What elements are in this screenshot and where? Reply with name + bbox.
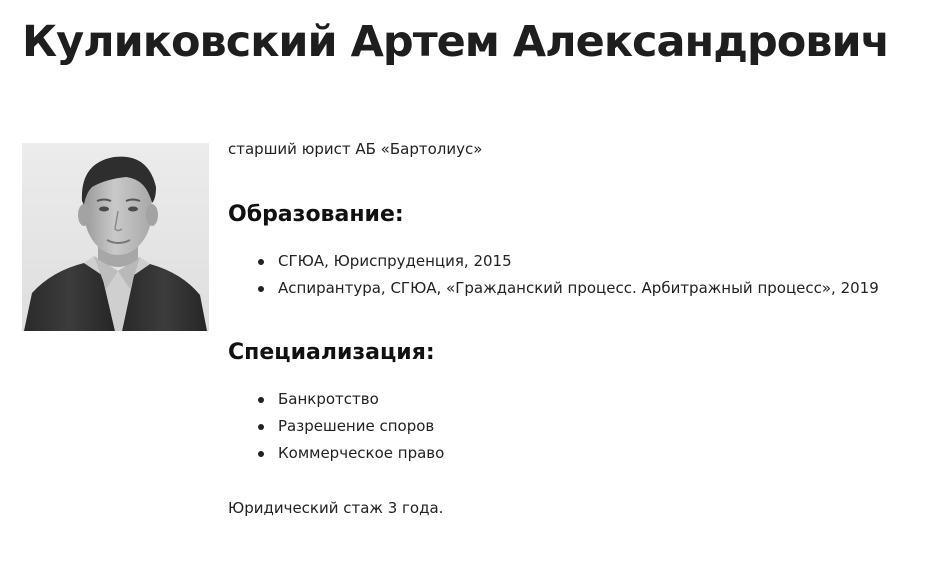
profile-photo xyxy=(22,143,209,331)
education-item: СГЮА, Юриспруденция, 2015 xyxy=(278,248,938,275)
portrait-image xyxy=(22,143,209,331)
specialization-item: Коммерческое право xyxy=(278,440,938,467)
education-list xyxy=(228,248,938,302)
position-text: старший юрист АБ «Бартолиус» xyxy=(228,140,483,158)
specialization-item: Разрешение споров xyxy=(278,413,938,440)
education-heading: Образование: xyxy=(228,202,404,227)
page-title: Куликовский Артем Александрович xyxy=(22,17,890,67)
specialization-item: Банкротство xyxy=(278,386,938,413)
specialization-heading: Специализация: xyxy=(228,340,435,365)
specialization-list xyxy=(228,386,938,467)
experience-text: Юридический стаж 3 года. xyxy=(228,499,444,517)
education-item: Аспирантура, СГЮА, «Гражданский процесс. Арбитражный процесс», 2019 xyxy=(278,275,938,302)
profile-content xyxy=(228,138,938,519)
